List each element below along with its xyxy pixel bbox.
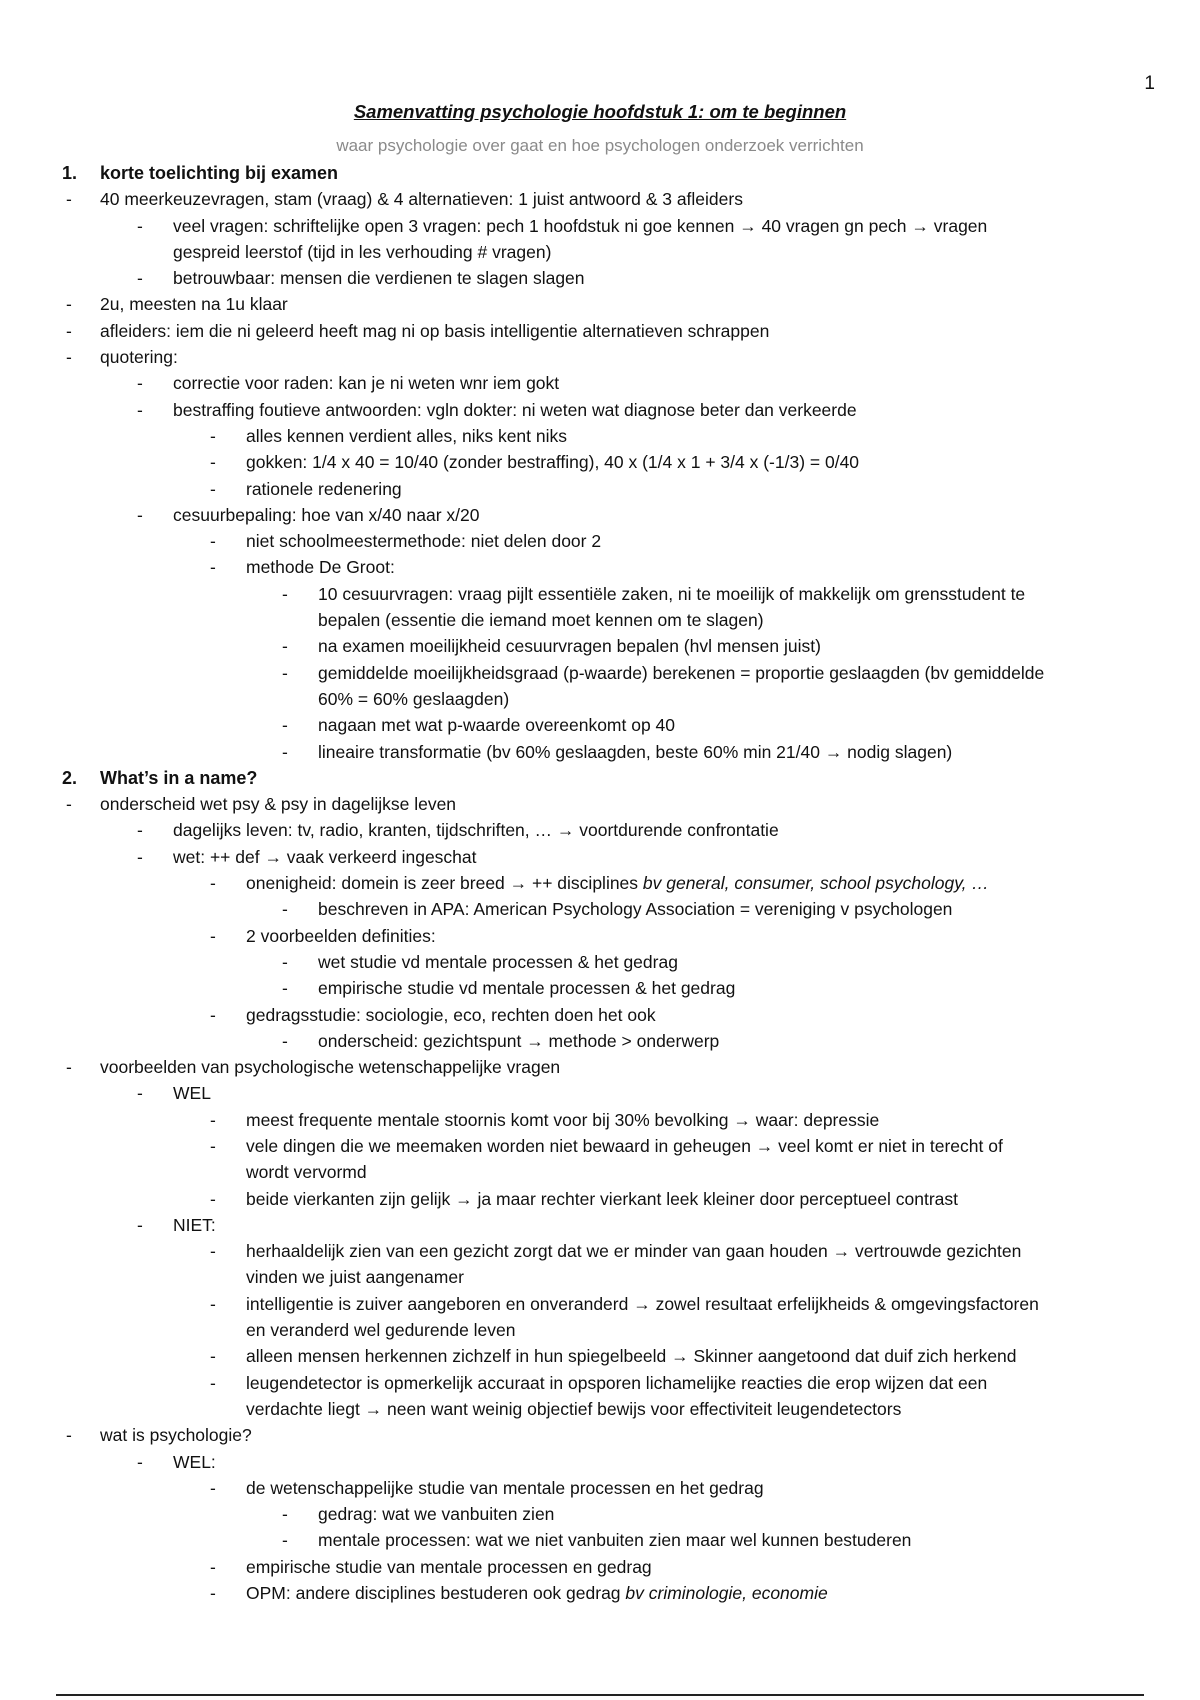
dash-bullet-icon: - xyxy=(137,846,143,867)
list-item xyxy=(0,1527,1200,1553)
list-item xyxy=(0,186,1200,212)
dash-bullet-icon: - xyxy=(137,399,143,420)
list-item-text: vinden we juist aangenamer xyxy=(246,1267,464,1288)
dash-bullet-icon: - xyxy=(282,715,288,736)
dash-bullet-icon: - xyxy=(66,1057,72,1078)
italic-example-text: bv criminologie, economie xyxy=(625,1583,828,1604)
list-item-text: quotering: xyxy=(100,347,178,368)
list-item xyxy=(0,291,1200,317)
list-item-continuation xyxy=(0,1264,1200,1290)
dash-bullet-icon: - xyxy=(210,1372,216,1393)
list-item-text: mentale processen: wat we niet vanbuiten zien maar wel kunnen bestuderen xyxy=(318,1530,912,1551)
list-item xyxy=(0,817,1200,843)
dash-bullet-icon: - xyxy=(282,1504,288,1525)
dash-bullet-icon: - xyxy=(210,1346,216,1367)
list-item xyxy=(0,1291,1200,1317)
list-item-text: niet schoolmeestermethode: niet delen door 2 xyxy=(246,531,602,552)
dash-bullet-icon: - xyxy=(282,1030,288,1051)
dash-bullet-icon: - xyxy=(210,1188,216,1209)
list-item-text: wet: ++ def → vaak verkeerd ingeschat xyxy=(173,846,477,867)
list-item xyxy=(0,213,1200,239)
dash-bullet-icon: - xyxy=(210,1135,216,1156)
list-item xyxy=(0,975,1200,1001)
list-item xyxy=(0,1370,1200,1396)
list-item xyxy=(0,660,1200,686)
section-number: 1. xyxy=(62,163,78,183)
list-item xyxy=(0,423,1200,449)
list-item xyxy=(0,554,1200,580)
list-item xyxy=(0,528,1200,554)
list-item-text: OPM: andere disciplines bestuderen ook gedrag bv criminologie, economie xyxy=(246,1583,828,1604)
list-item-text: onderscheid: gezichtspunt → methode > onderwerp xyxy=(318,1030,720,1051)
summary-content xyxy=(0,160,1200,1606)
list-item xyxy=(0,1580,1200,1606)
list-item-continuation xyxy=(0,1317,1200,1343)
list-item xyxy=(0,581,1200,607)
list-item xyxy=(0,712,1200,738)
page-number: 1 xyxy=(1144,73,1155,94)
list-item xyxy=(0,1238,1200,1264)
list-item xyxy=(0,1002,1200,1028)
dash-bullet-icon: - xyxy=(210,873,216,894)
list-item xyxy=(0,870,1200,896)
list-item-text: WEL xyxy=(173,1083,211,1104)
list-item-text: na examen moeilijkheid cesuurvragen bepalen (hvl mensen juist) xyxy=(318,636,821,657)
dash-bullet-icon: - xyxy=(210,425,216,446)
dash-bullet-icon: - xyxy=(66,1425,72,1446)
list-item-text: gokken: 1/4 x 40 = 10/40 (zonder bestraffing), 40 x (1/4 x 1 + 3/4 x (-1/3) = 0/40 xyxy=(246,452,860,473)
list-item-text: 2 voorbeelden definities: xyxy=(246,925,436,946)
section-title: korte toelichting bij examen xyxy=(100,163,339,183)
list-item-text: dagelijks leven: tv, radio, kranten, tijdschriften, … → voortdurende confrontatie xyxy=(173,820,779,841)
list-item xyxy=(0,1186,1200,1212)
list-item-text: beide vierkanten zijn gelijk → ja maar rechter vierkant leek kleiner door perceptueel contrast xyxy=(246,1188,959,1209)
list-item-text: 2u, meesten na 1u klaar xyxy=(100,294,288,315)
list-item-text: leugendetector is opmerkelijk accuraat in opsporen lichamelijke reacties die erop wijzen dat een xyxy=(246,1372,988,1393)
list-item xyxy=(0,476,1200,502)
dash-bullet-icon: - xyxy=(282,583,288,604)
list-item xyxy=(0,265,1200,291)
list-item xyxy=(0,923,1200,949)
list-item-text: vele dingen die we meemaken worden niet bewaard in geheugen → veel komt er niet in terecht of xyxy=(246,1135,1003,1156)
dash-bullet-icon: - xyxy=(137,1451,143,1472)
dash-bullet-icon: - xyxy=(137,504,143,525)
dash-bullet-icon: - xyxy=(210,1004,216,1025)
dash-bullet-icon: - xyxy=(210,1556,216,1577)
list-item-text: 10 cesuurvragen: vraag pijlt essentiële zaken, ni te moeilijk of makkelijk om grensstudent te xyxy=(318,583,1026,604)
list-item-text: 60% = 60% geslaagden) xyxy=(318,688,510,709)
list-item-text: onderscheid wet psy & psy in dagelijkse leven xyxy=(100,794,457,815)
list-item xyxy=(0,1475,1200,1501)
list-item xyxy=(0,1343,1200,1369)
list-item-text: bepalen (essentie die iemand moet kennen om te slagen) xyxy=(318,610,764,631)
list-item-text: methode De Groot: xyxy=(246,557,395,578)
dash-bullet-icon: - xyxy=(282,636,288,657)
dash-bullet-icon: - xyxy=(137,268,143,289)
list-item-text: bestraffing foutieve antwoorden: vgln dokter: ni weten wat diagnose beter dan verkeerde xyxy=(173,399,857,420)
document-subtitle: waar psychologie over gaat en hoe psychologen onderzoek verrichten xyxy=(336,136,864,155)
list-item-text: intelligentie is zuiver aangeboren en onveranderd → zowel resultaat erfelijkheids & omgevingsfactoren xyxy=(246,1293,1039,1314)
list-item xyxy=(0,1028,1200,1054)
list-item xyxy=(0,1107,1200,1133)
list-item xyxy=(0,449,1200,475)
list-item xyxy=(0,1449,1200,1475)
dash-bullet-icon: - xyxy=(282,899,288,920)
dash-bullet-icon: - xyxy=(282,741,288,762)
list-item xyxy=(0,1133,1200,1159)
dash-bullet-icon: - xyxy=(282,662,288,683)
list-item-text: NIET: xyxy=(173,1214,216,1235)
dash-bullet-icon: - xyxy=(282,978,288,999)
dash-bullet-icon: - xyxy=(210,452,216,473)
list-item-continuation xyxy=(0,1396,1200,1422)
list-item-text: wordt vervormd xyxy=(246,1162,367,1183)
list-item-text: veel vragen: schriftelijke open 3 vragen: pech 1 hoofdstuk ni goe kennen → 40 vragen gn pech → vragen xyxy=(173,215,988,236)
list-item-text: gedragsstudie: sociologie, eco, rechten doen het ook xyxy=(246,1004,656,1025)
dash-bullet-icon: - xyxy=(210,1109,216,1130)
footer-divider xyxy=(56,1694,1144,1696)
list-item-text: alles kennen verdient alles, niks kent niks xyxy=(246,425,568,446)
list-item-continuation xyxy=(0,686,1200,712)
list-item xyxy=(0,502,1200,528)
dash-bullet-icon: - xyxy=(66,294,72,315)
list-item-text: verdachte liegt → neen want weinig objectief bewijs voor effectiviteit leugendetectors xyxy=(246,1398,902,1419)
list-item-text: gedrag: wat we vanbuiten zien xyxy=(318,1504,555,1525)
list-item-text: gemiddelde moeilijkheidsgraad (p-waarde) berekenen = proportie geslaagden (bv gemiddelde xyxy=(318,662,1045,683)
list-item-text: en veranderd wel gedurende leven xyxy=(246,1320,516,1341)
section-number: 2. xyxy=(62,767,78,788)
list-item-continuation xyxy=(0,1159,1200,1185)
dash-bullet-icon: - xyxy=(66,347,72,368)
list-item xyxy=(0,397,1200,423)
list-item-text: correctie voor raden: kan je ni weten wnr iem gokt xyxy=(173,373,560,394)
list-item-text: onenigheid: domein is zeer breed → ++ disciplines bv general, consumer, school psychology, … xyxy=(246,873,989,894)
dash-bullet-icon: - xyxy=(210,557,216,578)
section-heading xyxy=(0,160,1200,186)
list-item xyxy=(0,318,1200,344)
dash-bullet-icon: - xyxy=(137,373,143,394)
dash-bullet-icon: - xyxy=(210,1583,216,1604)
list-item-text: beschreven in APA: American Psychology Association = vereniging v psychologen xyxy=(318,899,953,920)
list-item xyxy=(0,949,1200,975)
dash-bullet-icon: - xyxy=(282,951,288,972)
list-item-text: herhaaldelijk zien van een gezicht zorgt dat we er minder van gaan houden → vertrouwde gezichten xyxy=(246,1241,1022,1262)
list-item-text: afleiders: iem die ni geleerd heeft mag ni op basis intelligentie alternatieven schrappen xyxy=(100,320,770,341)
italic-example-text: bv general, consumer, school psychology, … xyxy=(642,873,989,894)
list-item-text: empirische studie van mentale processen en gedrag xyxy=(246,1556,652,1577)
list-item xyxy=(0,1054,1200,1080)
list-item-text: wet studie vd mentale processen & het gedrag xyxy=(318,951,678,972)
dash-bullet-icon: - xyxy=(210,478,216,499)
dash-bullet-icon: - xyxy=(66,794,72,815)
dash-bullet-icon: - xyxy=(137,1214,143,1235)
list-item xyxy=(0,1501,1200,1527)
list-item-text: betrouwbaar: mensen die verdienen te slagen slagen xyxy=(173,268,585,289)
dash-bullet-icon: - xyxy=(210,1241,216,1262)
list-item-text: meest frequente mentale stoornis komt voor bij 30% bevolking → waar: depressie xyxy=(246,1109,880,1130)
list-item xyxy=(0,1080,1200,1106)
list-item xyxy=(0,896,1200,922)
dash-bullet-icon: - xyxy=(66,320,72,341)
list-item-text: gespreid leerstof (tijd in les verhouding # vragen) xyxy=(173,241,552,262)
document-title: Samenvatting psychologie hoofdstuk 1: om te beginnen xyxy=(353,101,847,122)
list-item-text: lineaire transformatie (bv 60% geslaagden, beste 60% min 21/40 → nodig slagen) xyxy=(318,741,953,762)
list-item-continuation xyxy=(0,239,1200,265)
list-item xyxy=(0,844,1200,870)
list-item-continuation xyxy=(0,607,1200,633)
dash-bullet-icon: - xyxy=(210,925,216,946)
list-item xyxy=(0,370,1200,396)
list-item-text: alleen mensen herkennen zichzelf in hun spiegelbeeld → Skinner aangetoond dat duif zich herkend xyxy=(246,1346,1017,1367)
list-item-text: wat is psychologie? xyxy=(100,1425,252,1446)
list-item xyxy=(0,633,1200,659)
list-item-text: nagaan met wat p-waarde overeenkomt op 40 xyxy=(318,715,676,736)
list-item xyxy=(0,739,1200,765)
dash-bullet-icon: - xyxy=(137,1083,143,1104)
list-item-text: WEL: xyxy=(173,1451,216,1472)
dash-bullet-icon: - xyxy=(66,189,72,210)
list-item xyxy=(0,1422,1200,1448)
dash-bullet-icon: - xyxy=(210,1477,216,1498)
section-heading xyxy=(0,765,1200,791)
list-item xyxy=(0,1212,1200,1238)
list-item-text: de wetenschappelijke studie van mentale processen en het gedrag xyxy=(246,1477,764,1498)
dash-bullet-icon: - xyxy=(210,1293,216,1314)
list-item-text: cesuurbepaling: hoe van x/40 naar x/20 xyxy=(173,504,480,525)
list-item-text: 40 meerkeuzevragen, stam (vraag) & 4 alternatieven: 1 juist antwoord & 3 afleiders xyxy=(100,189,743,210)
list-item xyxy=(0,344,1200,370)
dash-bullet-icon: - xyxy=(210,531,216,552)
list-item xyxy=(0,1554,1200,1580)
list-item-text: rationele redenering xyxy=(246,478,402,499)
section-title: What’s in a name? xyxy=(100,767,258,788)
list-item-text: voorbeelden van psychologische wetenschappelijke vragen xyxy=(100,1057,561,1078)
dash-bullet-icon: - xyxy=(282,1530,288,1551)
list-item-text: empirische studie vd mentale processen & het gedrag xyxy=(318,978,736,999)
dash-bullet-icon: - xyxy=(137,215,143,236)
dash-bullet-icon: - xyxy=(137,820,143,841)
list-item xyxy=(0,791,1200,817)
